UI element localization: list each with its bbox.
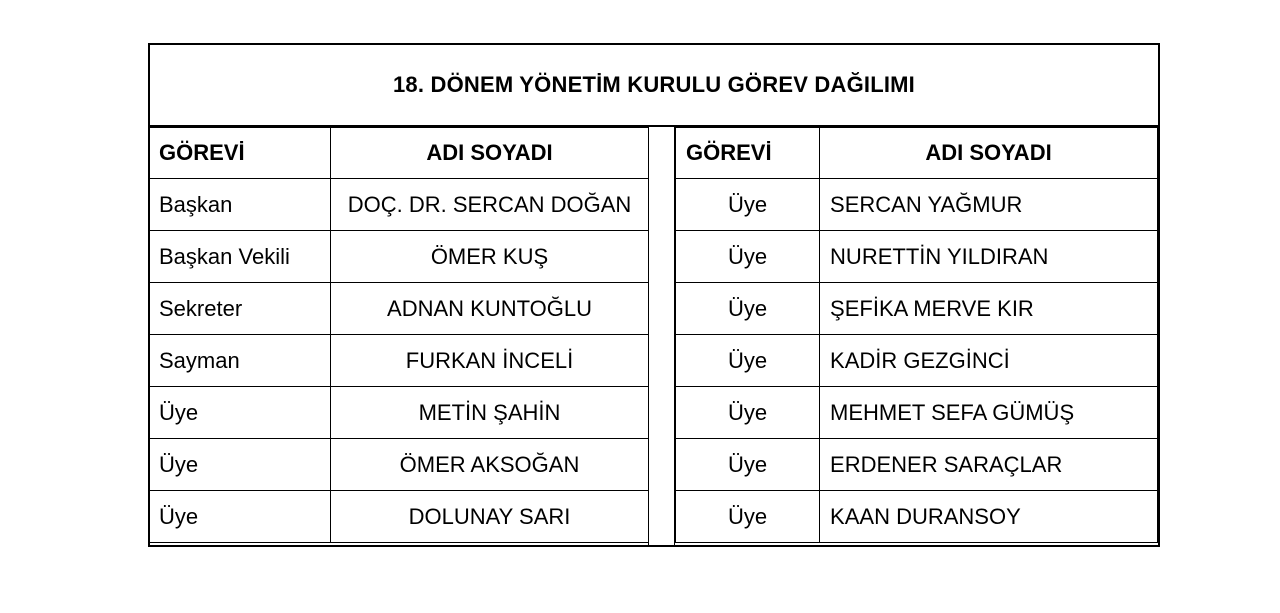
table-row xyxy=(676,387,1158,439)
role-cell: Üye xyxy=(676,283,820,335)
name-cell: ÖMER KUŞ xyxy=(331,231,649,283)
name-cell: ERDENER SARAÇLAR xyxy=(820,439,1158,491)
board-table xyxy=(148,43,1160,547)
table-row xyxy=(149,231,649,283)
name-cell: NURETTİN YILDIRAN xyxy=(820,231,1158,283)
name-cell: ÖMER AKSOĞAN xyxy=(331,439,649,491)
role-cell: Üye xyxy=(676,439,820,491)
name-header: ADI SOYADI xyxy=(331,128,649,179)
table-row xyxy=(149,387,649,439)
column-separator xyxy=(648,127,675,547)
table-row xyxy=(149,283,649,335)
name-cell: ŞEFİKA MERVE KIR xyxy=(820,283,1158,335)
table-row xyxy=(149,335,649,387)
role-header: GÖREVİ xyxy=(149,128,331,179)
page-title: 18. DÖNEM YÖNETİM KURULU GÖREV DAĞILIMI xyxy=(150,45,1158,127)
left-table xyxy=(148,127,649,543)
name-cell: FURKAN İNCELİ xyxy=(331,335,649,387)
role-cell: Üye xyxy=(149,491,331,543)
table-row xyxy=(676,491,1158,543)
role-cell: Sayman xyxy=(149,335,331,387)
role-cell: Üye xyxy=(676,179,820,231)
role-cell: Başkan xyxy=(149,179,331,231)
name-cell: KADİR GEZGİNCİ xyxy=(820,335,1158,387)
role-cell: Üye xyxy=(676,231,820,283)
name-cell: ADNAN KUNTOĞLU xyxy=(331,283,649,335)
name-header: ADI SOYADI xyxy=(820,128,1158,179)
table-row xyxy=(149,439,649,491)
role-cell: Üye xyxy=(676,491,820,543)
header-row xyxy=(149,128,649,179)
table-row xyxy=(676,335,1158,387)
name-cell: SERCAN YAĞMUR xyxy=(820,179,1158,231)
name-cell: DOLUNAY SARI xyxy=(331,491,649,543)
header-row xyxy=(676,128,1158,179)
table-row xyxy=(149,179,649,231)
table-row xyxy=(676,231,1158,283)
role-header: GÖREVİ xyxy=(676,128,820,179)
role-cell: Üye xyxy=(676,335,820,387)
name-cell: METİN ŞAHİN xyxy=(331,387,649,439)
role-cell: Başkan Vekili xyxy=(149,231,331,283)
name-cell: MEHMET SEFA GÜMÜŞ xyxy=(820,387,1158,439)
table-row xyxy=(149,491,649,543)
name-cell: KAAN DURANSOY xyxy=(820,491,1158,543)
name-cell: DOÇ. DR. SERCAN DOĞAN xyxy=(331,179,649,231)
role-cell: Sekreter xyxy=(149,283,331,335)
table-row xyxy=(676,283,1158,335)
role-cell: Üye xyxy=(676,387,820,439)
role-cell: Üye xyxy=(149,387,331,439)
table-row xyxy=(676,439,1158,491)
right-table xyxy=(675,127,1158,543)
role-cell: Üye xyxy=(149,439,331,491)
table-row xyxy=(676,179,1158,231)
